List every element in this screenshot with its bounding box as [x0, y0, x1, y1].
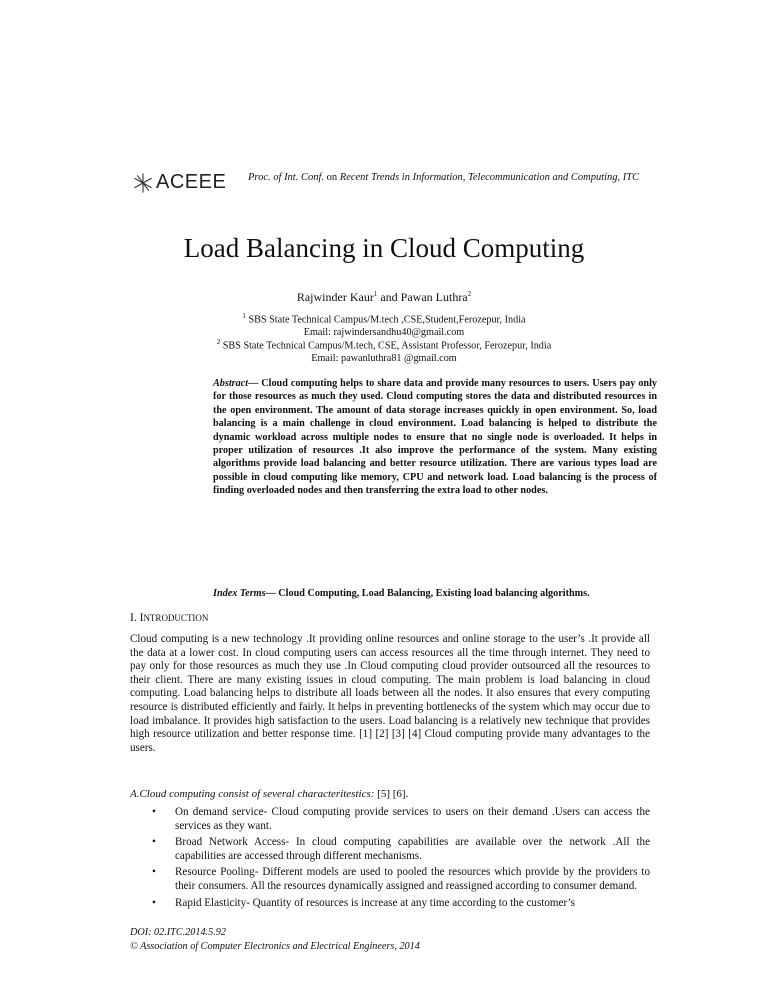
intro-paragraph: Cloud computing is a new technology .It providing online resources and online storage to the user’s .It provide all the data at a lower cost. In cloud computing users can access resources all the time through internet. They need to pay only for those resources as much they use .In Cloud computing cloud provider outsourced all the resources to their client. There are many existing issues in cloud computing. The main problem is load balancing in cloud computing. Load balancing helps to distribute all loads between all the nodes. It also ensures that every computing resource is distributed efficiently and fairly. It helps in preventing bottlenecks of the system which may occur due to load imbalance. It provides high satisfaction to the users. Load balancing is a relatively new technique that provides high resource utilization and better response time. [1] [2] [3] [4] Cloud computing provide many advantages to the users.: [130, 633, 650, 754]
section-number: I.: [130, 612, 140, 624]
bullet-icon: •: [152, 806, 156, 818]
list-item-text: On demand service- Cloud computing provide services to users on their demand .Users can access the services as they want.: [175, 806, 650, 832]
abstract: [213, 377, 657, 498]
subsection-refs: [5] [6].: [374, 788, 409, 800]
list-item-text: Broad Network Access- In cloud computing capabilities are available over the network .All the capabilities are accessed through different mechanisms.: [175, 836, 650, 862]
paper-title: Load Balancing in Cloud Computing: [183, 233, 585, 263]
section-heading: [130, 612, 208, 624]
list-item: [130, 836, 650, 863]
affiliation-1-text: SBS State Technical Campus/M.tech ,CSE,Student,Ferozepur, India: [248, 314, 526, 326]
proceedings-suffix: Recent Trends in Information, Telecommunication and Computing, ITC: [339, 172, 640, 183]
affiliation-1-sup: 1: [242, 312, 246, 320]
abstract-text: Cloud computing helps to share data and provide many resources to users. Users pay only for those resources as much they used. Cloud computing stores the data and distributed resources in the open environment. The amount of data storage increases quickly in open environment. So, load balancing is a main challenge in cloud environment. Load balancing is helped to distribute the dynamic workload across multiple nodes to ensure that no single node is overloaded. It helps in proper utilization of resources .It also improve the performance of the system. Many existing algorithms provide load balancing and better resource utilization. There are various types load are possible in cloud computing like memory, CPU and network load. Load balancing is the process of finding overloaded nodes and then transferring the extra load to other nodes.: [213, 378, 657, 497]
subsection-heading: [130, 788, 408, 800]
logo-text: ACEEE: [156, 171, 227, 193]
proceedings-prefix: Proc. of Int. Conf.: [248, 172, 325, 183]
aceee-logo: [132, 171, 226, 194]
section-first-letter: I: [139, 612, 144, 624]
affiliation-2: [0, 336, 768, 365]
bullet-icon: •: [152, 836, 156, 849]
authors-line: [0, 290, 768, 305]
author-2-sup: 2: [467, 290, 472, 298]
bullet-icon: •: [152, 866, 156, 879]
list-item-text: Rapid Elasticity- Quantity of resources is increase at any time according to the customer’s: [175, 896, 575, 909]
affiliation-2-sup: 2: [216, 338, 221, 346]
author-1-sup: 1: [373, 290, 378, 298]
list-item-text: Resource Pooling- Different models are used to pooled the resources which provide by the providers to their consumers. All the resources dynamically assigned and reassigned according to consumer demand.: [175, 866, 650, 892]
bullet-icon: •: [152, 896, 156, 909]
index-terms-text: Cloud Computing, Load Balancing, Existing load balancing algorithms.: [278, 588, 590, 599]
doi-text: DOI: 02.ITC.2014.5.92: [130, 927, 226, 938]
affiliation-1: [0, 310, 768, 339]
authors-and: and: [377, 290, 401, 304]
affiliation-2-text: SBS State Technical Campus/M.tech, CSE, Assistant Professor, Ferozepur, India: [222, 340, 552, 352]
affiliation-1-email: Email: rajwindersandhu40@gmail.com: [303, 327, 465, 339]
author-2: Pawan Luthra: [400, 290, 468, 304]
star-figure-icon: [132, 172, 154, 194]
page-footer: [130, 926, 420, 954]
index-terms-lead: Index Terms: [213, 588, 266, 599]
list-item: [130, 806, 650, 833]
proceedings-line: [248, 172, 639, 183]
index-terms-dash: —: [265, 588, 279, 599]
characteristics-list: [130, 806, 650, 913]
subsection-text: A.Cloud computing consist of several characteritestics:: [130, 788, 375, 800]
author-1: Rajwinder Kaur: [296, 290, 374, 304]
section-rest: NTRODUCTION: [143, 613, 209, 623]
affiliation-2-email: Email: pawanluthra81 @gmail.com: [311, 353, 457, 365]
list-item: [130, 866, 650, 893]
abstract-lead: Abstract: [213, 378, 249, 389]
proceedings-on: on: [326, 172, 338, 183]
copyright-text: © Association of Computer Electronics and Electrical Engineers, 2014: [130, 941, 420, 952]
abstract-dash: —: [248, 378, 262, 389]
list-item: [130, 897, 650, 911]
index-terms: [213, 588, 657, 599]
